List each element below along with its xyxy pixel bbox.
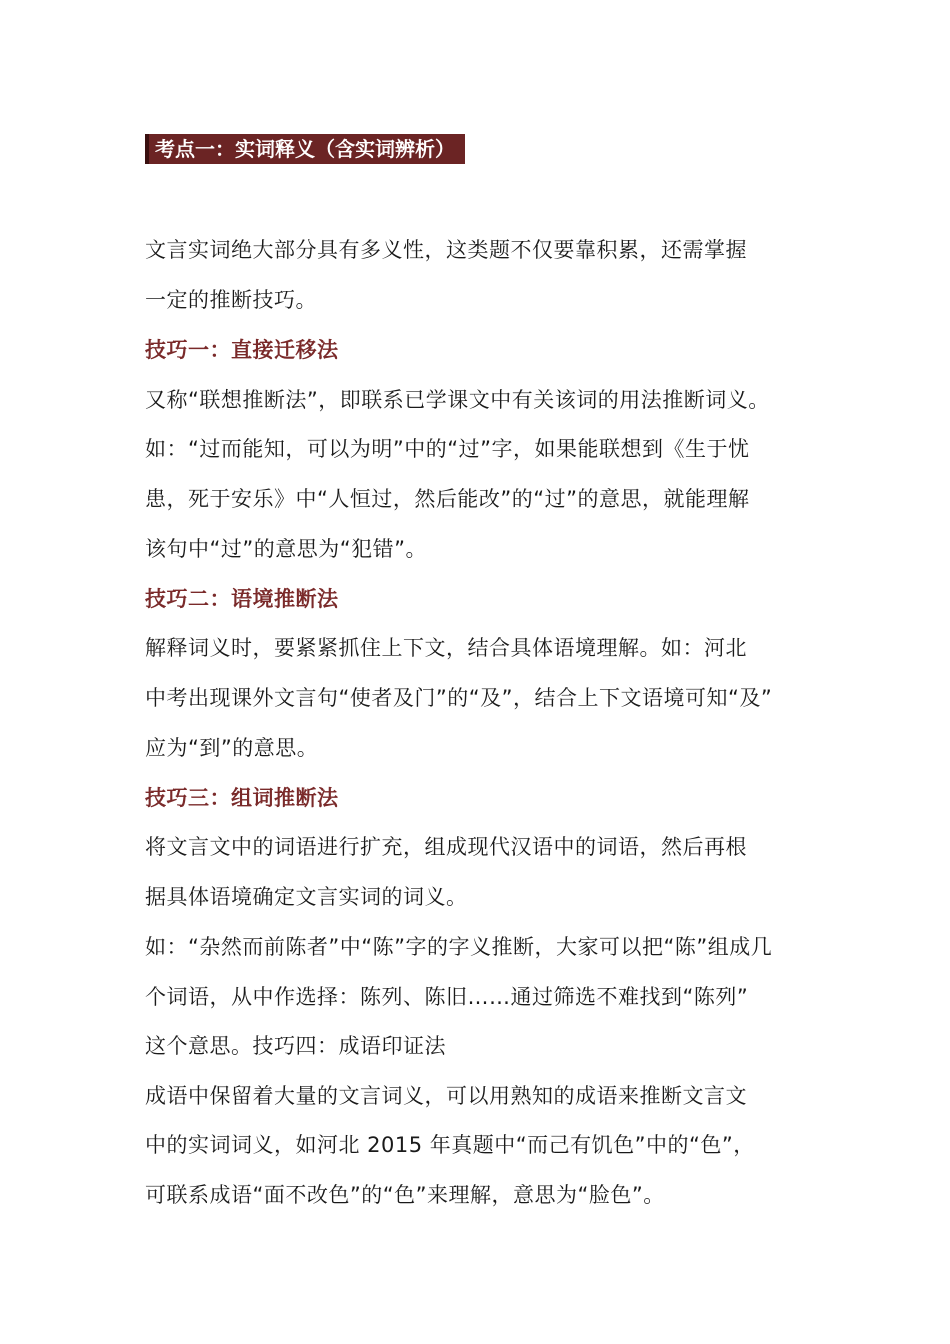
tip3-line-4: 个词语，从中作选择：陈列、陈旧……通过筛选不难找到“陈列” [145, 985, 749, 1009]
tip2-line-3: 应为“到”的意思。 [145, 736, 319, 760]
intro-line-1: 文言实词绝大部分具有多义性，这类题不仅要靠积累，还需掌握 [145, 238, 747, 262]
tip3-line-3: 如：“杂然而前陈者”中“陈”字的字义推断，大家可以把“陈”组成几 [145, 935, 773, 959]
tip1-line-4: 该句中“过”的意思为“犯错”。 [145, 537, 428, 561]
tip3-heading: 技巧三：组词推断法 [145, 786, 339, 810]
tip2-line-1: 解释词义时，要紧紧抓住上下文，结合具体语境理解。如：河北 [145, 636, 747, 660]
tip4-line-2: 中的实词词义，如河北 2015 年真题中“而己有饥色”中的“色”， [145, 1133, 755, 1157]
tip4-line-1: 成语中保留着大量的文言词义，可以用熟知的成语来推断文言文 [145, 1084, 747, 1108]
tip3-line-5: 这个意思。技巧四：成语印证法 [145, 1034, 446, 1058]
tip1-line-1: 又称“联想推断法”，即联系已学课文中有关该词的用法推断词义。 [145, 388, 770, 412]
tip3-line-2: 据具体语境确定文言实词的词义。 [145, 885, 468, 909]
section-banner: 考点一：实词释义（含实词辨析） [145, 134, 465, 164]
tip1-heading: 技巧一：直接迁移法 [145, 338, 339, 362]
tip1-line-2: 如：“过而能知，可以为明”中的“过”字，如果能联想到《生于忧 [145, 437, 750, 461]
tip2-line-2: 中考出现课外文言句“使者及门”的“及”，结合上下文语境可知“及” [145, 686, 773, 710]
tip3-line-1: 将文言文中的词语进行扩充，组成现代汉语中的词语，然后再根 [145, 835, 747, 859]
tip1-line-3: 患，死于安乐》中“人恒过，然后能改”的“过”的意思，就能理解 [145, 487, 750, 511]
tip4-line-3: 可联系成语“面不改色”的“色”来理解，意思为“脸色”。 [145, 1183, 665, 1207]
intro-line-2: 一定的推断技巧。 [145, 288, 317, 312]
tip2-heading: 技巧二：语境推断法 [145, 587, 339, 611]
